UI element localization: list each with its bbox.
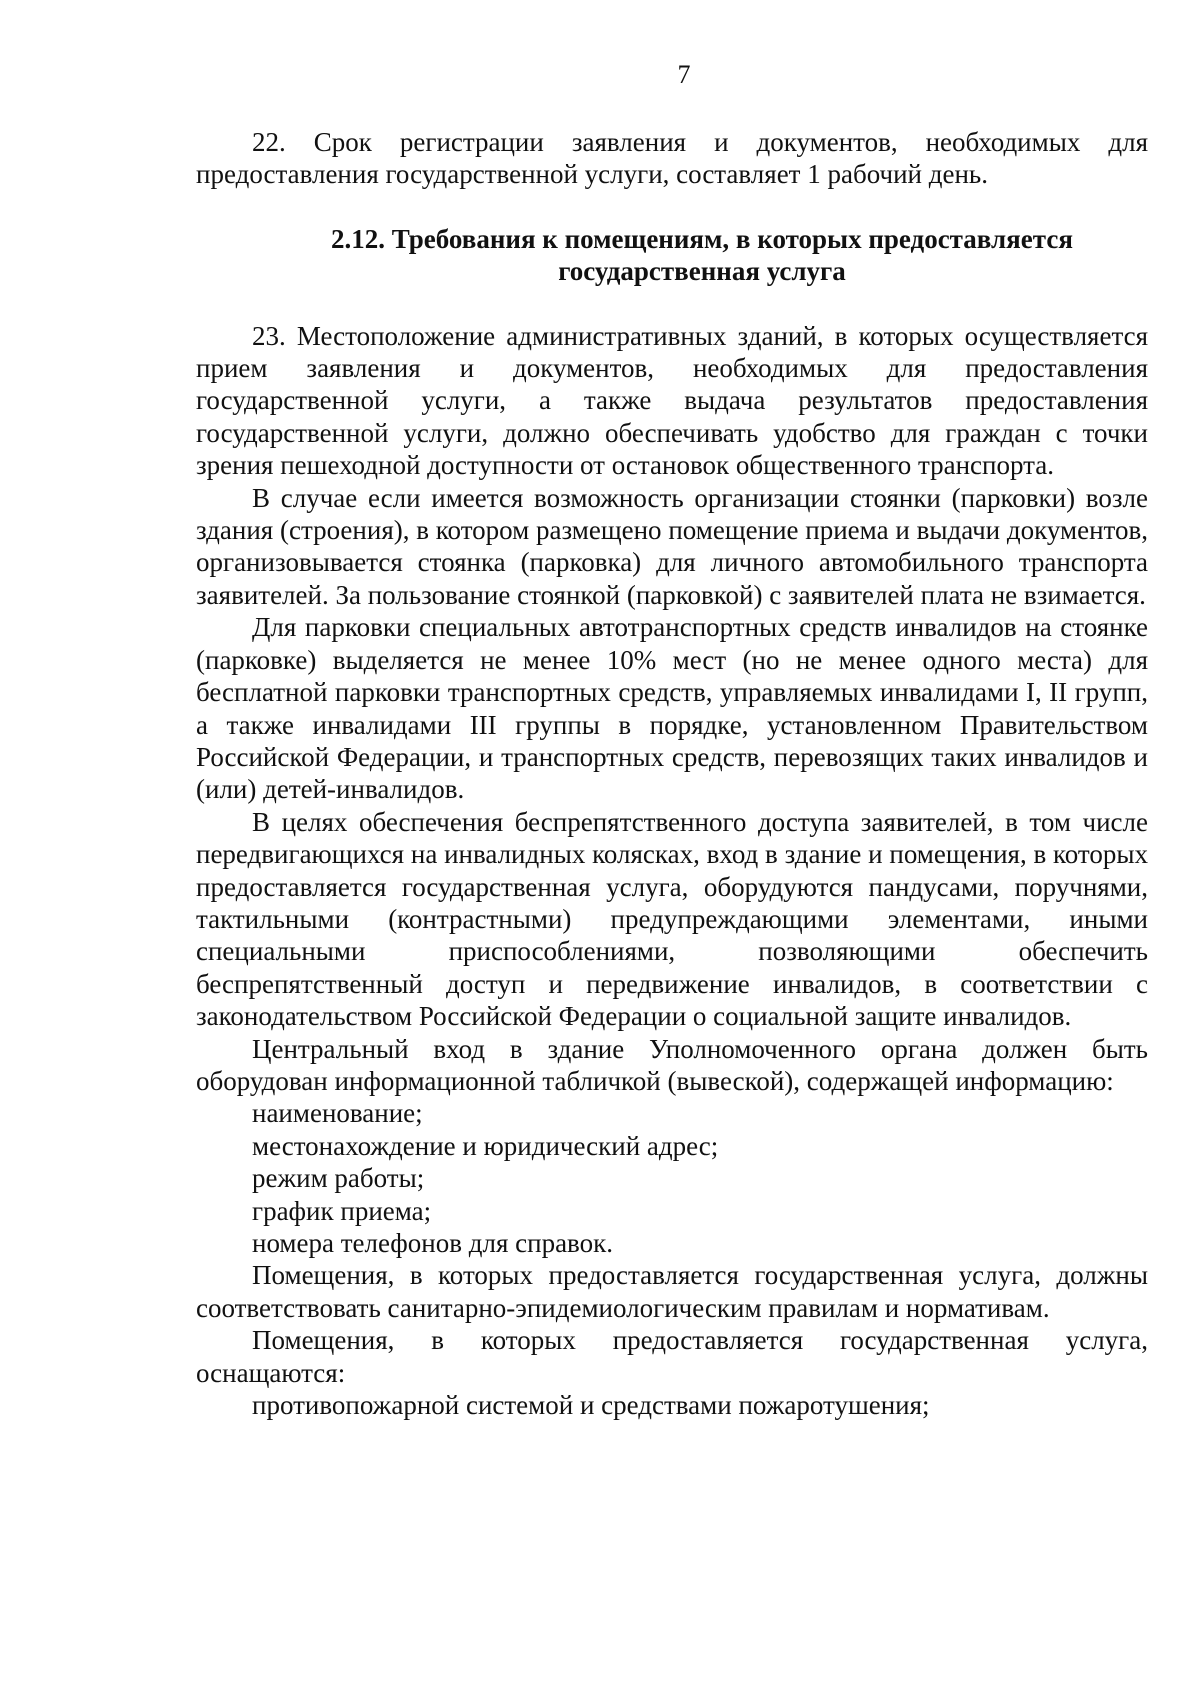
paragraph-disabled-parking: Для парковки специальных автотранспортных средств инвалидов на стоянке (парковке) выделяется не менее 10% мест (но не менее одного места) для бесплатной парковки транспортных средств, управляемых инвалидами I, II групп, а также инвалидами III группы в порядке, установленном Правительством Российской Федерации, и транспортных средств, перевозящих таких инвалидов и (или) детей-инвалидов.: [196, 612, 1148, 805]
list-item: график приема;: [252, 1195, 432, 1226]
list-item: номера телефонов для справок.: [252, 1228, 613, 1258]
list-item: местонахождение и юридический адрес;: [252, 1130, 719, 1161]
paragraph-accessibility: В целях обеспечения беспрепятственного доступа заявителей, в том числе передвигающихся на инвалидных колясках, вход в здание и помещения, в которых предоставляется государственная услуга, оборудуются пандусами, поручнями, тактильными (контрастными) предупреждающими элементами, иными специальными приспособлениями, позволяющими обеспечить беспрепятственный доступ и передвижение инвалидов, в соответствии с законодательством Российской Федерации о социальной защите инвалидов.: [196, 806, 1148, 1032]
list-item: противопожарной системой и средствами пожаротушения;: [252, 1390, 930, 1421]
paragraph-sanitary: Помещения, в которых предоставляется государственная услуга, должны соответствовать санитарно-эпидемиологическим правилам и нормативам.: [196, 1260, 1148, 1323]
paragraph-parking: В случае если имеется возможность организации стоянки (парковки) возле здания (строения), в котором размещено помещение приема и выдачи документов, организовывается стоянка (парковка) для личного автомобильного транспорта заявителей. За пользование стоянкой (парковкой) с заявителей плата не взимается.: [196, 482, 1148, 610]
section-heading-line-2: государственная услуга: [558, 256, 846, 287]
paragraph-equipment: Помещения, в которых предоставляется государственная услуга, оснащаются:: [196, 1325, 1148, 1388]
section-heading-line-1: 2.12. Требования к помещениям, в которых предоставляется: [331, 223, 1073, 254]
page-number: 7: [677, 60, 691, 89]
paragraph-22: 22. Срок регистрации заявления и документов, необходимых для предоставления государственной услуги, составляет 1 рабочий день.: [196, 127, 1148, 190]
list-item: наименование;: [252, 1098, 423, 1129]
paragraph-central-entrance: Центральный вход в здание Уполномоченного органа должен быть оборудован информационной табличкой (вывеской), содержащей информацию:: [196, 1033, 1148, 1096]
list-item: режим работы;: [252, 1163, 425, 1194]
paragraph-23: 23. Местоположение административных зданий, в которых осуществляется прием заявления и документов, необходимых для предоставления государственной услуги, а также выдача результатов предоставления государственной услуги, должно обеспечивать удобство для граждан с точки зрения пешеходной доступности от остановок общественного транспорта.: [196, 320, 1148, 481]
section-heading: [196, 223, 1148, 288]
document-page: [196, 60, 1148, 1421]
